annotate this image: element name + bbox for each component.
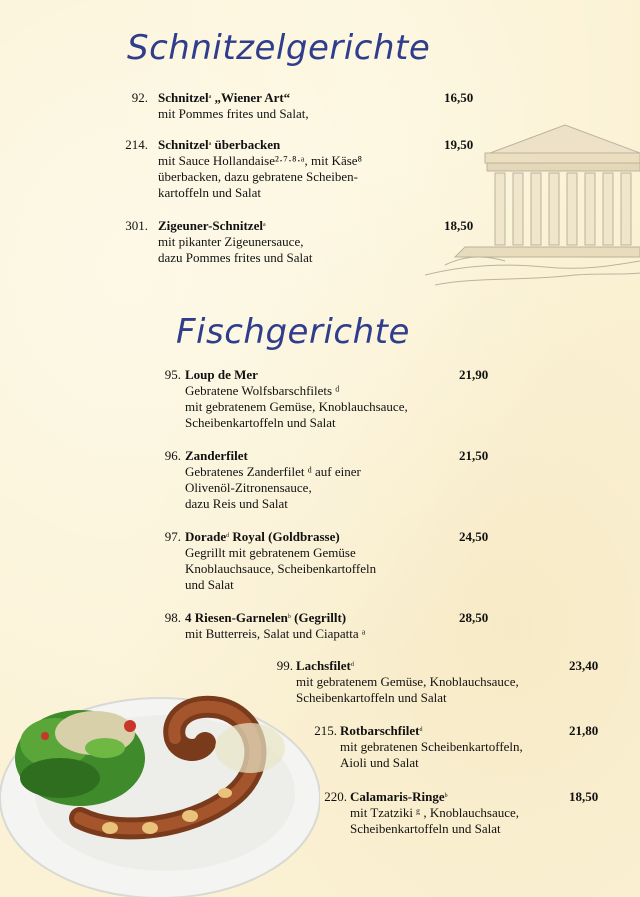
menu-item-97: 97. Dorade$^d$ Royal (Goldbrasse) Gegrillt mit gebratenem Gemüse Knoblauchsauce, Scheibenkartoffeln und Salat: [164, 529, 377, 592]
menu-item-215: 215. Rotbarschfilet$^d$ mit gebratenen Scheibenkartoffeln, Aioli und Salat: [314, 723, 523, 770]
menu-item-220: 220. Calamaris-Ringe$^b$ mit Tzatziki ᵍ , Knoblauchsauce, Scheibenkartoffeln und Salat: [324, 789, 520, 836]
price-97: 24,50: [459, 529, 489, 544]
octopus-dish-photo: [0, 688, 320, 897]
price-99: 23,40: [569, 658, 599, 673]
menu-item-301: 301. Zigeuner-Schnitzel$^a$ mit pikanter Zigeunersauce, dazu Pommes frites und Salat: [125, 218, 313, 265]
menu-item-214: 214. Schnitzel$^a$ überbacken mit Sauce Hollandaise²·⁷·⁸·ᵃ, mit Käse⁸ überbacken, dazu gebratene Scheiben- kartoffeln und Salat: [125, 137, 363, 200]
menu-item-95: 95. Loup de Mer Gebratene Wolfsbarschfilets ᵈ mit gebratenem Gemüse, Knoblauchsauce, Scheibenkartoffeln und Salat: [164, 367, 408, 430]
menu-item-92: 92. Schnitzel$^a$ „Wiener Art“ mit Pommes frites und Salat,: [131, 90, 309, 121]
price-214: 19,50: [444, 137, 474, 152]
price-95: 21,90: [459, 367, 489, 382]
menu-item-99: 99. Lachsfilet$^d$ mit gebratenem Gemüse, Knoblauchsauce, Scheibenkartoffeln und Salat: [276, 658, 519, 705]
menu-item-96: 96. Zanderfilet Gebratenes Zanderfilet ᵈ auf einer Olivenöl-Zitronensauce, dazu Reis und Salat: [164, 448, 361, 511]
section-title-schnitzel: Schnitzelgerichte: [127, 28, 431, 68]
section-title-fisch: Fischgerichte: [176, 312, 410, 352]
price-96: 21,50: [459, 448, 489, 463]
price-220: 18,50: [569, 789, 599, 804]
price-301: 18,50: [444, 218, 474, 233]
price-92: 16,50: [444, 90, 474, 105]
menu-item-98: 98. 4 Riesen-Garnelen$^b$ (Gegrillt) mit Butterreis, Salat und Ciapatta ᵃ: [164, 610, 366, 641]
price-215: 21,80: [569, 723, 599, 738]
price-98: 28,50: [459, 610, 489, 625]
